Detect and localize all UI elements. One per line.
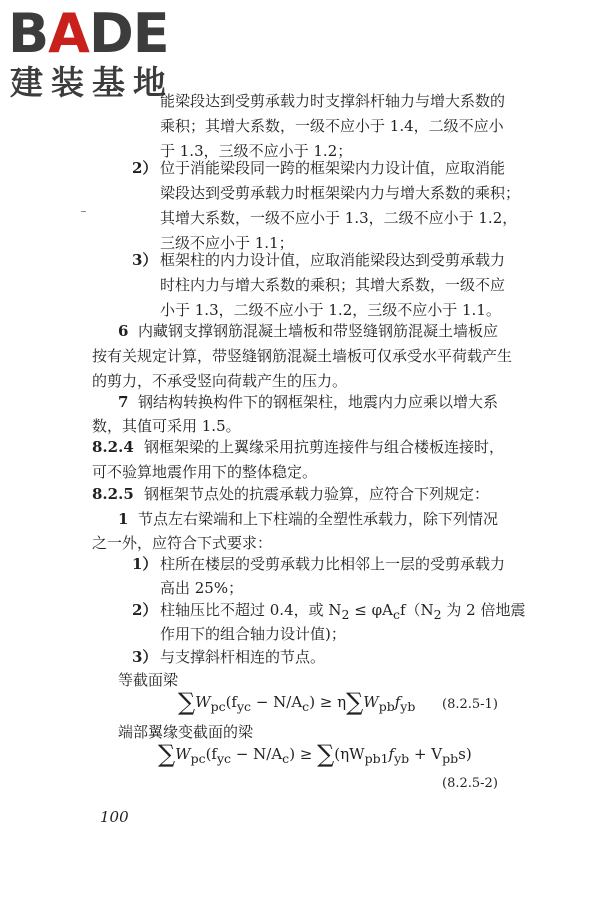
text-line: 三级不应小于 1.1； — [160, 234, 294, 252]
item-marker: 7 — [118, 393, 129, 411]
text-line: 小于 1.3，二级不应小于 1.2，三级不应小于 1.1。 — [160, 301, 501, 319]
text-line: 位于消能梁段同一跨的框架梁内力设计值，应取消能 — [160, 159, 506, 177]
text-line: 端部翼缘变截面的梁 — [118, 723, 254, 741]
text-line: 的剪力，不承受竖向荷载产生的压力。 — [92, 372, 348, 390]
equation-number: (8.2.5-2) — [442, 776, 498, 791]
text-line: 作用下的组合轴力设计值)； — [160, 625, 346, 643]
text-line: 梁段达到受剪承载力时框架梁内力与增大系数的乘积； — [160, 184, 521, 202]
bade-logo — [8, 4, 178, 104]
logo-wordmark: BADE — [8, 2, 169, 65]
item-marker: 2） — [132, 601, 158, 619]
item-marker: 6 — [118, 322, 129, 340]
text-line: 与支撑斜杆相连的节点。 — [160, 648, 326, 666]
text-line: 高出 25%； — [160, 579, 244, 597]
text-line: 钢框架节点处的抗震承载力验算，应符合下列规定： — [144, 485, 490, 503]
text-line: 钢框架梁的上翼缘采用抗剪连接件与组合楼板连接时， — [144, 438, 505, 456]
text-line: 内藏钢支撑钢筋混凝土墙板和带竖缝钢筋混凝土墙板应 — [138, 322, 499, 340]
text-line: 框架柱的内力设计值，应取消能梁段达到受剪承载力 — [160, 251, 506, 269]
text-line: 其增大系数，一级不应小于 1.3，二级不应小于 1.2， — [160, 209, 518, 227]
text-line: 可不验算地震作用下的整体稳定。 — [92, 463, 318, 481]
section-number: 8.2.4 — [92, 438, 134, 456]
item-marker: 3） — [132, 648, 158, 666]
text-line: 等截面梁 — [118, 671, 179, 689]
text-line: 钢结构转换构件下的钢框架柱，地震内力应乘以增大系 — [138, 393, 499, 411]
item-marker: 1 — [118, 510, 129, 528]
item-marker: 2） — [132, 159, 158, 177]
text-line: 于 1.3，三级不应小于 1.2； — [160, 142, 353, 160]
logo-subtitle: 建装基地 — [10, 63, 174, 102]
formula-8-2-5-2: $\sum W_{pc}(f_{yc} - N/A_c) \ge \sum(\eta W_{pb1}f_{yb} + V_{pb}s)$ — [158, 740, 472, 768]
margin-mark — [81, 211, 86, 212]
formula-8-2-5-1: $\sum W_{pc}(f_{yc} - N/A_c) \ge \eta\sum W_{pb}f_{yb}$ — [178, 688, 416, 716]
text-line-with-math: 柱轴压比不超过 0.4，或 $N_2 \le \varphi A_cf(N_2$ 为 2 倍地震 — [160, 601, 526, 622]
text-line: 按有关规定计算，带竖缝钢筋混凝土墙板可仅承受水平荷载产生 — [92, 347, 513, 365]
text-line: 之一外，应符合下式要求： — [92, 534, 273, 552]
text-line: 柱所在楼层的受剪承载力比相邻上一层的受剪承载力 — [160, 555, 506, 573]
item-marker: 3） — [132, 251, 158, 269]
page-number: 100 — [100, 808, 129, 826]
item-marker: 1） — [132, 555, 158, 573]
section-number: 8.2.5 — [92, 485, 134, 503]
text-line: 乘积；其增大系数，一级不应小于 1.4，二级不应小 — [160, 117, 504, 135]
text-line: 数，其值可采用 1.5。 — [92, 417, 241, 435]
text-line: 节点左右梁端和上下柱端的全塑性承载力，除下列情况 — [138, 510, 499, 528]
text-line: 时柱内力与增大系数的乘积；其增大系数，一级不应 — [160, 276, 506, 294]
equation-number: (8.2.5-1) — [442, 697, 498, 712]
text-line: 能梁段达到受剪承载力时支撑斜杆轴力与增大系数的 — [160, 92, 506, 110]
